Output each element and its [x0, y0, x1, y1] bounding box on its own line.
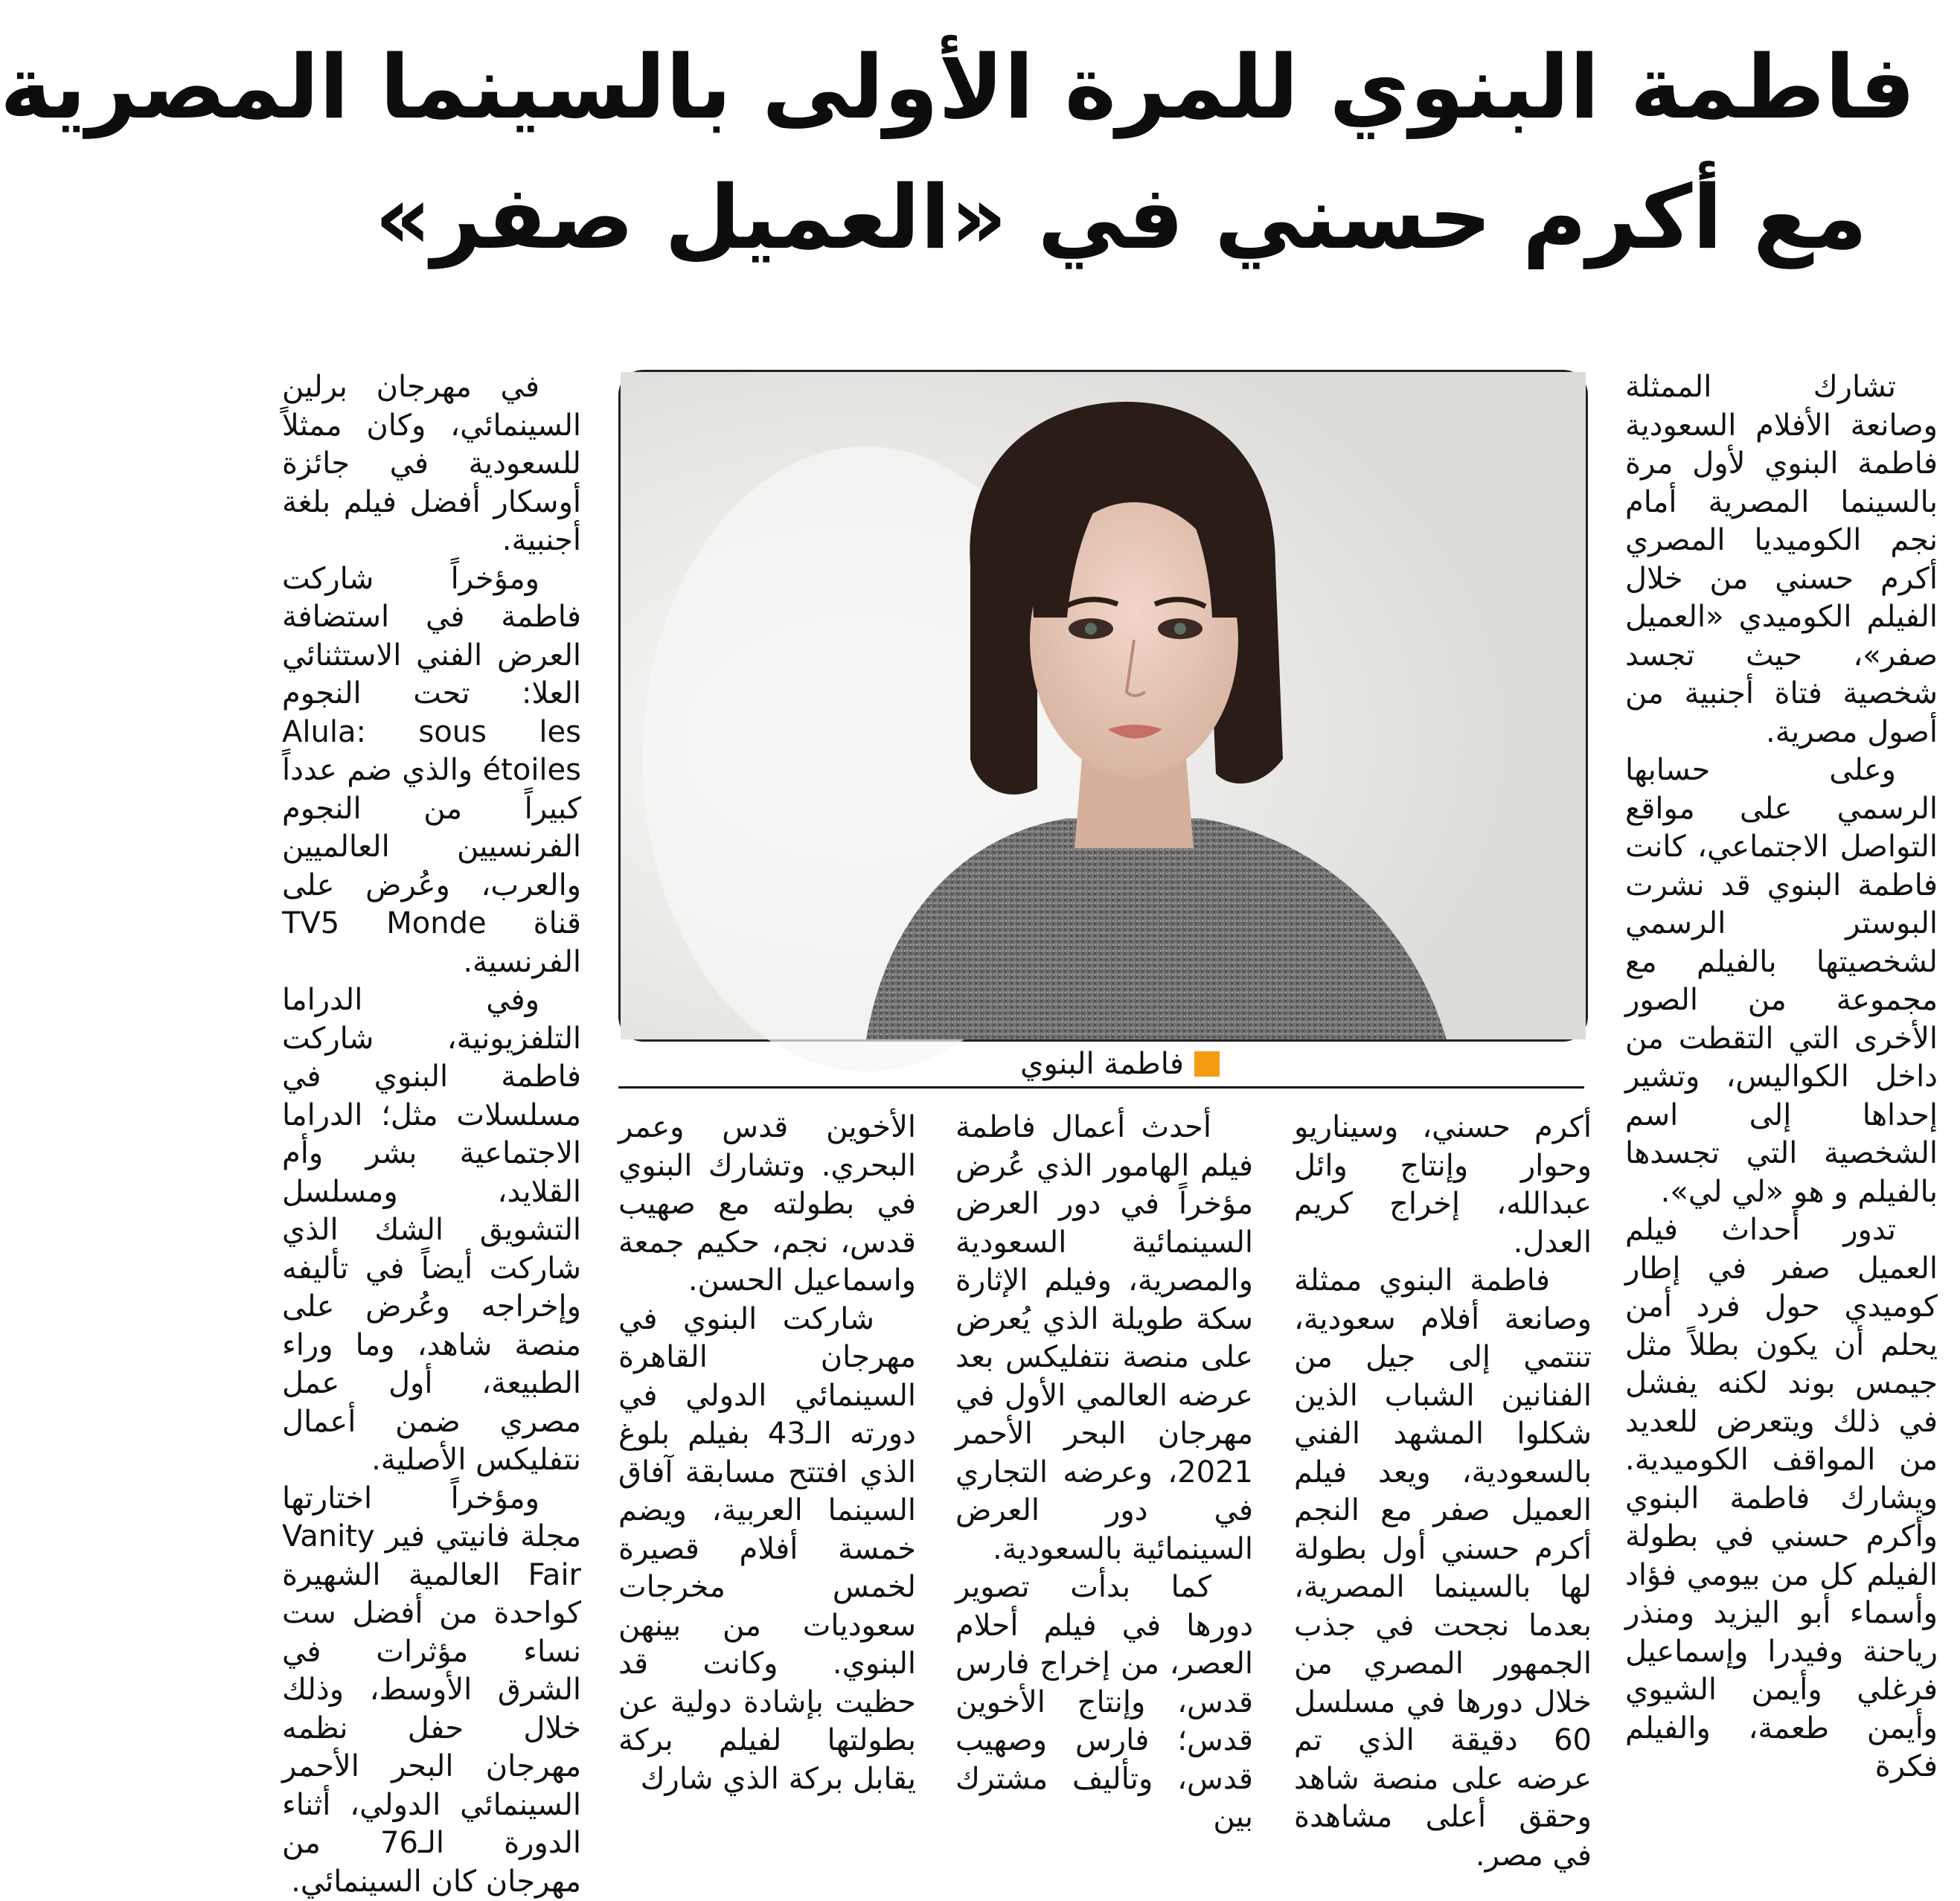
paragraph: أحدث أعمال فاطمة فيلم الهامور الذي عُرض مؤخراً في دور العرض السينمائية السعودية والمصرية، وفيلم الإثارة سكة طويلة الذي يُعرض على منصة نتفليكس بعد عرضه العالمي الأول في مهرجان البحر الأحمر 2021، وعرضه التجاري في دور العرض السينمائية بالسعودية.	[955, 1109, 1253, 1568]
caption-marker-icon	[1194, 1051, 1220, 1077]
headline	[327, 22, 1915, 283]
paragraph: وعلى حسابها الرسمي على مواقع التواصل الاجتماعي، كانت فاطمة البنوي قد نشرت البوستر الرسمي لشخصيتها بالفيلم مع مجموعة من الصور الأخرى التي التقطت من داخل الكواليس، وتشير إحداها إلى اسم الشخصية التي تجسدها بالفيلم و هو «لي لي».	[1625, 751, 1938, 1211]
article-photo	[618, 370, 1588, 1042]
divider-line	[618, 1086, 1584, 1089]
paragraph: تدور أحداث فيلم العميل صفر في إطار كوميدي حول فرد أمن يحلم أن يكون بطلاً مثل جيمس بوند لكنه يفشل في ذلك ويتعرض للعديد من المواقف الكوميدية. ويشارك فاطمة البنوي وأكرم حسني في بطولة الفيلم كل من بيومي فؤاد وأسماء أبو اليزيد ومنذر رياحنة وفيدرا وإسماعيل فرغلي وأيمن الشيوي وأيمن طعمة، والفيلم فكرة	[1625, 1211, 1938, 1786]
paragraph: في مهرجان برلين السينمائي، وكان ممثلاً للسعودية في جائزة أوسكار أفضل فيلم بلغة أجنبية.	[282, 368, 581, 560]
paragraph: شاركت البنوي في مهرجان القاهرة السينمائي الدولي في دورته الـ43 بفيلم بلوغ الذي افتتح مسابقة آفاق السينما العربية، ويضم خمسة أفلام قصيرة لخمس مخرجات سعوديات من بينهن البنوي. وكانت قد حظيت بإشادة دولية عن بطولتها لفيلم بركة يقابل بركة الذي شارك	[618, 1301, 916, 1799]
paragraph: تشارك الممثلة وصانعة الأفلام السعودية فاطمة البنوي لأول مرة بالسينما المصرية أمام نجم الكوميديا المصري أكرم حسني من خلال الفيلم الكوميدي «العميل صفر»، حيث تجسد شخصية فتاة أجنبية من أصول مصرية.	[1625, 368, 1938, 751]
headline-line-1: فاطمة البنوي للمرة الأولى بالسينما المصرية	[327, 22, 1915, 153]
article-column-left	[282, 368, 581, 1845]
article-column-bottom-2	[955, 1109, 1253, 1845]
paragraph: كما بدأت تصوير دورها في فيلم أحلام العصر، من إخراج فارس قدس، وإنتاج الأخوين قدس؛ فارس وصهيب قدس، وتأليف مشترك بين	[955, 1568, 1253, 1837]
paragraph: ومؤخراً شاركت فاطمة في استضافة العرض الفني الاستثنائي العلا: تحت النجوم Alula: sous les étoiles والذي ضم عدداً كبيراً من النجوم الفرنسيين العالميين والعرب، وعُرض على قناة TV5 Monde الفرنسية.	[282, 560, 581, 982]
article-column-bottom-3	[618, 1109, 916, 1845]
portrait-image	[621, 372, 1586, 1039]
paragraph: أكرم حسني، وسيناريو وحوار وإنتاج وائل عبدالله، إخراج كريم العدل.	[1294, 1109, 1592, 1262]
headline-line-2: مع أكرم حسني في «العميل صفر»	[327, 153, 1915, 283]
paragraph: الأخوين قدس وعمر البحري. وتشارك البنوي في بطولته مع صهيب قدس، نجم، حكيم جمعة واسماعيل الحسن.	[618, 1109, 916, 1301]
caption-text: فاطمة البنوي	[1020, 1047, 1184, 1081]
paragraph: فاطمة البنوي ممثلة وصانعة أفلام سعودية، تنتمي إلى جيل من الفنانين الشباب الذين شكلوا المشهد الفني بالسعودية، ويعد فيلم العميل صفر مع النجم أكرم حسني أول بطولة لها بالسينما المصرية، بعدما نجحت في جذب الجمهور المصري من خلال دورها في مسلسل 60 دقيقة الذي تم عرضه على منصة شاهد وحقق أعلى مشاهدة في مصر.	[1294, 1262, 1592, 1875]
article-column-bottom-1	[1294, 1109, 1592, 1845]
photo-caption	[877, 1042, 1220, 1086]
paragraph: ومؤخراً اختارتها مجلة فانيتي فير Vanity Fair العالمية الشهيرة كواحدة من أفضل ست نساء مؤثرات في الشرق الأوسط، وذلك خلال حفل نظمه مهرجان البحر الأحمر السينمائي الدولي، أثناء الدورة الـ76 من مهرجان كان السينمائي.	[282, 1480, 581, 1901]
paragraph: وفي الدراما التلفزيونية، شاركت فاطمة البنوي في مسلسلات مثل؛ الدراما الاجتماعية بشر وأم القلايد، ومسلسل التشويق الشك الذي شاركت أيضاً في تأليفه وإخراجه وعُرض على منصة شاهد، وما وراء الطبيعة، أول عمل مصري ضمن أعمال نتفليكس الأصلية.	[282, 981, 581, 1480]
article-column-right	[1625, 368, 1938, 1845]
